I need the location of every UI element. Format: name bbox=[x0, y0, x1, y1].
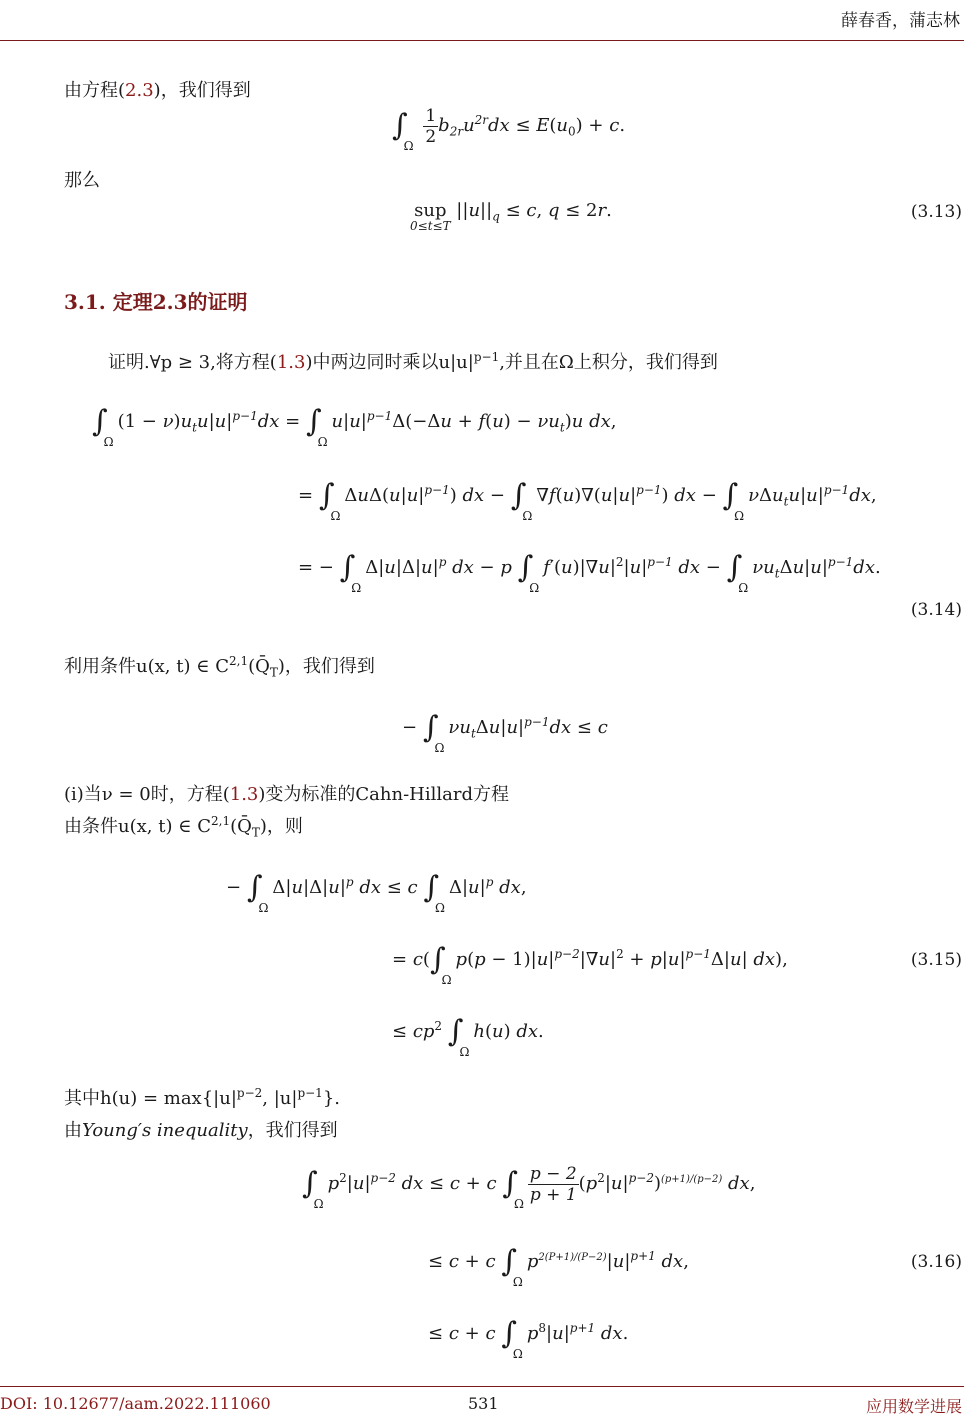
equation-3-14-line2: = $\int_\Omega\Delta u\Delta(u|u|^{p-1})$ dx − $\int_\Omega\nabla f(u)\nabla(u|u|^{p-1})$ dx − $\int_\Omega\nu\Delta u_tu|u|^{p-1}dx$, bbox=[298, 478, 877, 523]
doi-link[interactable]: DOI: 10.12677/aam.2022.111060 bbox=[0, 1394, 271, 1413]
text-line-2: 那么 bbox=[64, 170, 100, 191]
equation-number: (3.14) bbox=[910, 600, 962, 620]
equation-3-15-line1: − $\int_\Omega\Delta|u|\Delta|u|^p$ dx ≤ c $\int_\Omega\Delta|u|^p$ dx, bbox=[226, 870, 527, 915]
equation-3-15-line2: = $c(\int_\Omega p(p - 1)|u|^{p-2}|\nabla u|^2 + p|u|^{p-1}\Delta|u|$ dx), bbox=[392, 942, 788, 987]
text-line-6: 其中$h(u) = \max\{|u|^{p-2}$, $|u|^{p-1}$}. bbox=[64, 1086, 340, 1109]
header-rule bbox=[0, 40, 964, 41]
equation-number: (3.16) bbox=[910, 1252, 962, 1272]
equation-3-15-line3: ≤ $cp^2$ $\int_\Omega h(u)$ dx. bbox=[392, 1014, 544, 1059]
equation-number: (3.15) bbox=[910, 950, 962, 970]
text-line-1: 由方程(2.3)，我们得到 bbox=[64, 80, 251, 101]
equation-3-14-line3: = − $\int_\Omega\Delta|u|\Delta|u|^p$ dx − p $\int_\Omega f'(u)|\nabla u|^2|u|^{p-1}$ dx − $\int_\Omega\nu u_t\Delta u|u|^{p-1}dx$. bbox=[298, 550, 881, 595]
proof-line: 证明.∀p ≥ 3,将方程(1.3)中两边同时乘以$u|u|^{p-1}$,并且在Ω上积分，我们得到 bbox=[108, 350, 718, 373]
equation-number: (3.13) bbox=[910, 202, 962, 222]
ref-link[interactable]: 1.3 bbox=[276, 352, 306, 373]
equation-3-16-line2: ≤ c + c $\int_\Omega p^{2(P+1)/(P-2)}|u|^{p+1}$ dx, bbox=[428, 1244, 689, 1289]
ref-link[interactable]: 1.3 bbox=[229, 784, 259, 805]
equation-3-14-line1: $\int_\Omega(1 - \nu)u_tu|u|^{p-1}dx = \int_\Omega u|u|^{p-1}\Delta(-\Delta u + f(u) - \nu u_t)u$ dx, bbox=[92, 404, 617, 449]
section-title: 3.1. 定理2.3的证明 bbox=[64, 290, 248, 314]
footer-rule bbox=[0, 1386, 964, 1387]
equation-energy: $\int_\Omega$ $\frac{1}{2}$ $b_{2r}u^{2r}dx \le E(u_0) + c$. bbox=[392, 105, 626, 153]
text-line-7: 由Young′s inequality，我们得到 bbox=[64, 1120, 338, 1141]
ref-link[interactable]: 2.3 bbox=[125, 80, 154, 101]
text-line-5: 由条件u(x, t) ∈ $C^{2,1}(Q̄_T)$，则 bbox=[64, 814, 303, 840]
equation-3-13: sup 0≤t≤T $||u||_q \le c$, q ≤ 2r. bbox=[410, 200, 612, 233]
equation-bound: − $\int_\Omega\nu u_t\Delta u|u|^{p-1}dx \le c$ bbox=[402, 710, 608, 755]
text-line-3: 利用条件u(x, t) ∈ $C^{2,1}(Q̄_T)$，我们得到 bbox=[64, 654, 375, 680]
text-line-4: (i)当ν = 0时，方程(1.3)变为标准的Cahn-Hillard方程 bbox=[64, 784, 510, 805]
equation-3-16-line1: $\int_\Omega p^2|u|^{p-2}$ dx ≤ c + c $\int_\Omega$ $\frac{p - 2}{p + 1}$ $(p^2|u|^{p-2})^{(p+1)/(p-2)}$ dx, bbox=[302, 1163, 756, 1211]
running-header: 薛春香，蒲志林 bbox=[841, 11, 960, 31]
page-number: 531 bbox=[468, 1394, 499, 1413]
equation-3-16-line3: ≤ c + c $\int_\Omega p^8|u|^{p+1}$ dx. bbox=[428, 1316, 629, 1361]
journal-name: 应用数学进展 bbox=[865, 1397, 962, 1416]
